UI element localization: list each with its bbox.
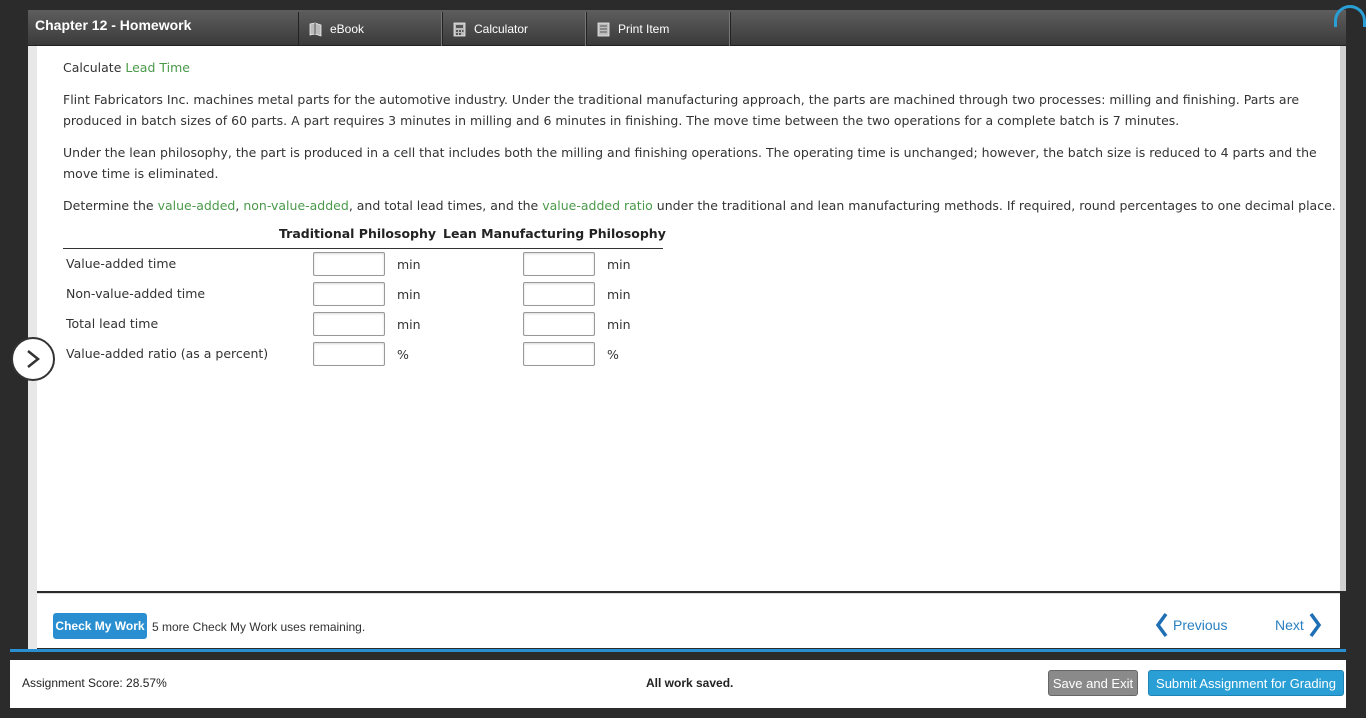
question-paragraph-1: Flint Fabricators Inc. machines metal parts for the automotive industry. Under the traditional manufacturing approach, the parts are machined through two processes: milling and finishing. Parts are produced in batch sizes of 60 parts. A part requires 3 minutes in milling and 6 minutes in finishing. The move time between the two operations for a complete batch is 7 minutes.	[63, 92, 1300, 128]
unit-label: min	[607, 287, 631, 302]
check-my-work-button[interactable]: Check My Work	[53, 613, 147, 639]
para3-text-c: , and total lead times, and the	[348, 198, 543, 213]
table-row-value-added-time	[63, 249, 663, 279]
row-label: Total lead time	[66, 316, 159, 331]
assignment-footer	[10, 660, 1346, 708]
next-label: Next	[1275, 617, 1304, 633]
traditional-value-added-ratio-input[interactable]	[313, 342, 385, 366]
row-label: Non-value-added time	[66, 286, 206, 301]
question-panel	[37, 46, 1340, 591]
traditional-total-lead-time-input[interactable]	[313, 312, 385, 336]
help-widget-icon[interactable]	[1334, 5, 1366, 27]
unit-label: min	[607, 317, 631, 332]
top-toolbar	[28, 10, 1346, 46]
check-remaining-text: 5 more Check My Work uses remaining.	[152, 620, 366, 634]
lean-value-added-input[interactable]	[523, 252, 595, 276]
lean-total-lead-time-input[interactable]	[523, 312, 595, 336]
previous-label: Previous	[1173, 617, 1228, 633]
traditional-value-added-input[interactable]	[313, 252, 385, 276]
book-icon	[309, 22, 322, 37]
calculator-button[interactable]	[442, 12, 586, 46]
chapter-title: Chapter 12 - Homework	[35, 17, 192, 33]
para3-text-b: ,	[235, 198, 244, 213]
question-paragraph-3	[63, 195, 1339, 216]
para3-text-a: Determine the	[63, 198, 158, 213]
heading-prefix: Calculate	[63, 60, 126, 75]
chevron-left-icon	[1155, 612, 1169, 638]
chevron-right-icon	[1308, 612, 1322, 638]
ebook-button[interactable]	[298, 12, 442, 46]
term-value-added[interactable]: value-added	[157, 198, 236, 213]
unit-label: %	[607, 347, 619, 362]
unit-label: min	[397, 287, 421, 302]
footer-divider	[10, 649, 1346, 652]
table-row-non-value-added-time	[63, 279, 663, 309]
toolbar-divider	[730, 12, 731, 46]
next-button[interactable]	[1275, 610, 1322, 640]
print-item-button[interactable]	[586, 12, 730, 46]
traditional-non-value-added-input[interactable]	[313, 282, 385, 306]
unit-label: min	[397, 317, 421, 332]
term-value-added-ratio[interactable]: value-added ratio	[542, 198, 653, 213]
term-non-value-added[interactable]: non-value-added	[243, 198, 349, 213]
column-header-lean: Lean Manufacturing Philosophy	[443, 226, 666, 241]
unit-label: min	[607, 257, 631, 272]
question-paragraph-2: Under the lean philosophy, the part is produced in a cell that includes both the milling and finishing operations. The operating time is unchanged; however, the batch size is reduced to 4 parts and the move time is eliminated.	[63, 145, 1317, 181]
para3-text-d: under the traditional and lean manufacturing methods. If required, round percentages to one decimal place.	[652, 198, 1336, 213]
document-icon	[597, 22, 610, 37]
lean-non-value-added-input[interactable]	[523, 282, 595, 306]
unit-label: min	[397, 257, 421, 272]
save-and-exit-button[interactable]: Save and Exit	[1048, 670, 1138, 696]
assignment-score: Assignment Score: 28.57%	[22, 676, 167, 690]
chevron-right-icon	[24, 348, 42, 370]
previous-button[interactable]	[1155, 610, 1227, 640]
row-label: Value-added ratio (as a percent)	[66, 346, 269, 361]
column-header-traditional: Traditional Philosophy	[279, 226, 437, 241]
table-row-value-added-ratio	[63, 339, 663, 369]
ebook-label: eBook	[330, 22, 365, 36]
save-status: All work saved.	[646, 676, 734, 690]
calculator-label: Calculator	[474, 22, 529, 36]
row-label: Value-added time	[66, 256, 177, 271]
lean-value-added-ratio-input[interactable]	[523, 342, 595, 366]
question-heading	[63, 57, 1339, 78]
print-item-label: Print Item	[618, 22, 670, 36]
question-list-toggle-button[interactable]	[11, 337, 55, 381]
unit-label: %	[397, 347, 409, 362]
panel-right-edge	[1340, 46, 1346, 591]
calculator-icon	[453, 22, 466, 37]
heading-topic: Lead Time	[125, 60, 190, 75]
submit-assignment-button[interactable]: Submit Assignment for Grading	[1148, 670, 1344, 696]
table-row-total-lead-time	[63, 309, 663, 339]
question-footer	[37, 593, 1340, 648]
